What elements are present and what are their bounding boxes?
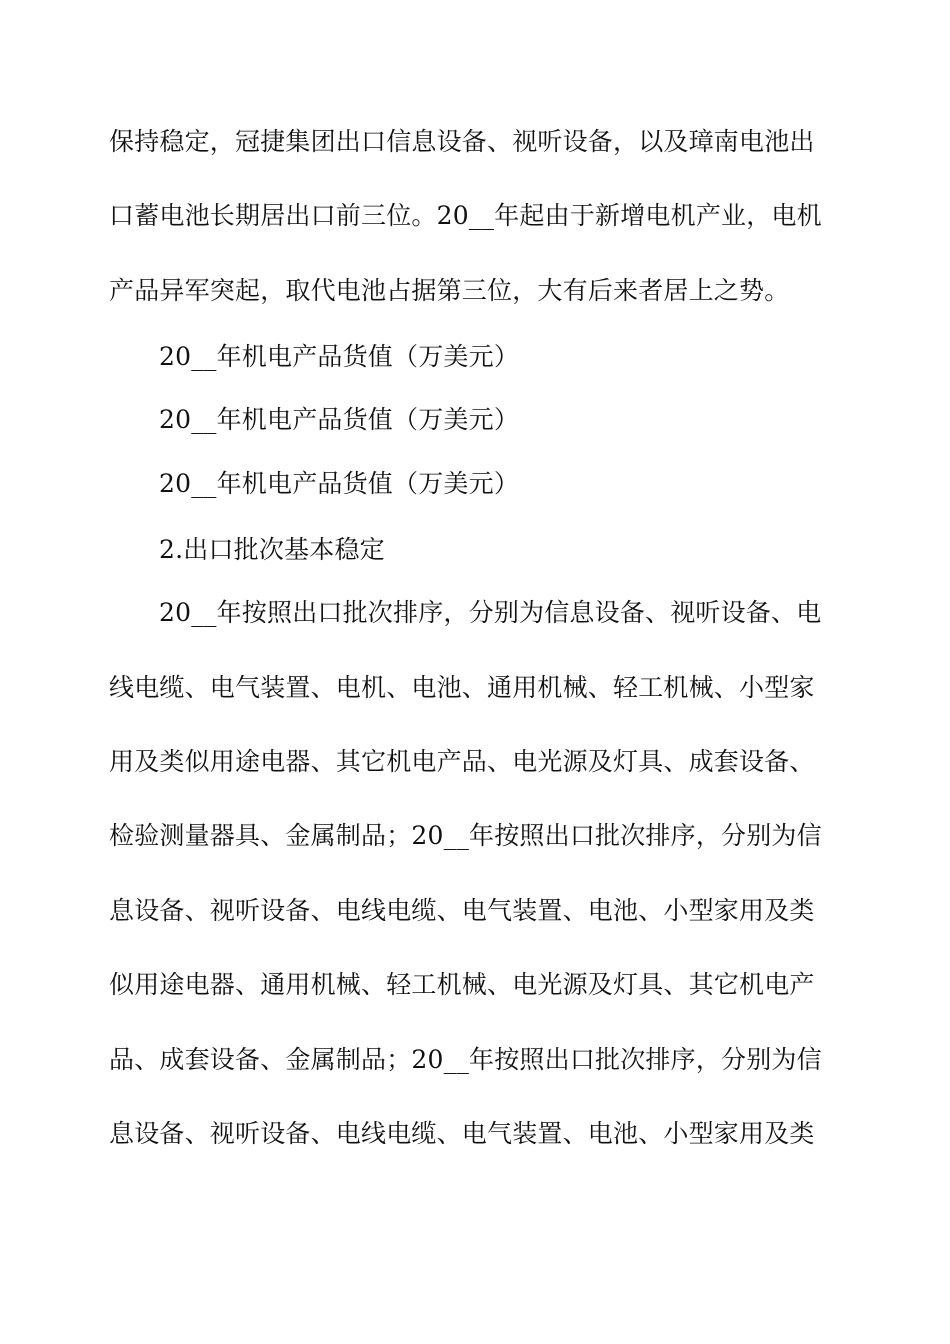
paragraph-line: 口蓄电池长期居出口前三位。20__年起由于新增电机产业，电机: [109, 201, 822, 230]
section-heading: 2.出口批次基本稳定: [159, 535, 385, 564]
paragraph-line: 息设备、视听设备、电线电缆、电气装置、电池、小型家用及类: [109, 896, 815, 925]
paragraph-line: 似用途电器、通用机械、轻工机械、电光源及灯具、其它机电产: [109, 970, 815, 999]
table-caption: 20__年机电产品货值（万美元）: [159, 405, 520, 434]
paragraph-line: 产品异军突起，取代电池占据第三位，大有后来者居上之势。: [109, 276, 790, 305]
paragraph-line: 品、成套设备、金属制品；20__年按照出口批次排序，分别为信: [109, 1045, 822, 1074]
paragraph-line: 20__年按照出口批次排序，分别为信息设备、视听设备、电: [159, 598, 822, 627]
paragraph-line: 息设备、视听设备、电线电缆、电气装置、电池、小型家用及类: [109, 1119, 815, 1148]
paragraph-line: 检验测量器具、金属制品；20__年按照出口批次排序，分别为信: [109, 821, 822, 850]
table-caption: 20__年机电产品货值（万美元）: [159, 469, 520, 498]
table-caption: 20__年机电产品货值（万美元）: [159, 342, 520, 371]
paragraph-line: 用及类似用途电器、其它机电产品、电光源及灯具、成套设备、: [109, 747, 815, 776]
paragraph-line: 保持稳定，冠捷集团出口信息设备、视听设备，以及璋南电池出: [109, 127, 815, 156]
paragraph-line: 线电缆、电气装置、电机、电池、通用机械、轻工机械、小型家: [109, 673, 815, 702]
